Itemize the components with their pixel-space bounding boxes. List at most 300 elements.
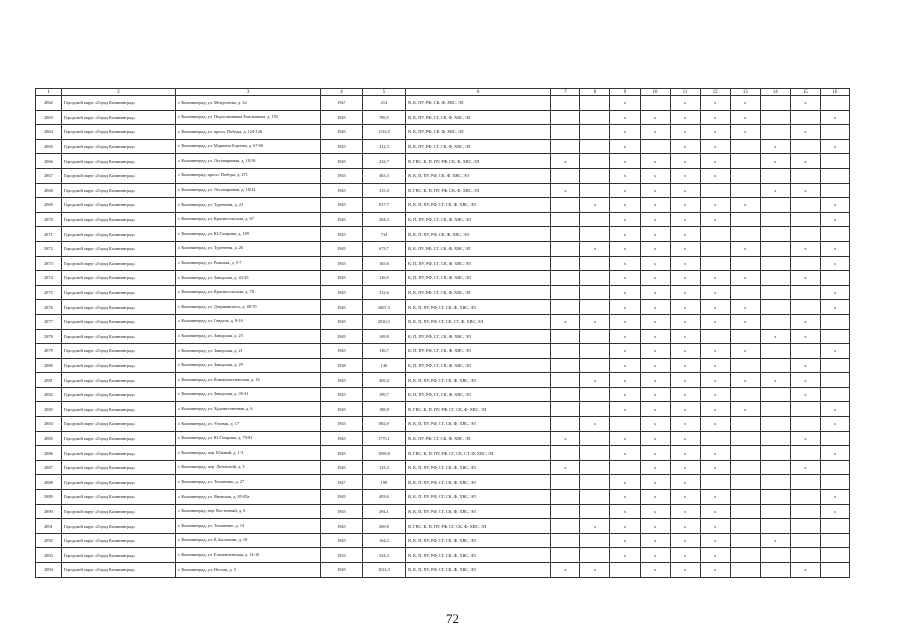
table-cell: х	[640, 431, 670, 446]
table-cell: х	[640, 183, 670, 198]
table-cell	[640, 139, 670, 154]
table-cell	[730, 417, 760, 432]
table-cell: Городской округ «Город Калининград»	[61, 154, 175, 169]
table-cell: х	[730, 344, 760, 359]
table-cell: х	[820, 300, 849, 315]
table-row	[36, 256, 850, 271]
table-cell: Городской округ «Город Калининград»	[61, 519, 175, 534]
table-cell	[790, 533, 820, 548]
column-number-14: 14	[760, 89, 790, 96]
table-cell: х	[820, 490, 849, 505]
table-row	[36, 475, 850, 490]
table-cell	[551, 96, 580, 111]
table-cell: х	[790, 563, 820, 578]
table-cell: х	[760, 183, 790, 198]
table-cell: х	[700, 563, 730, 578]
table-cell: х	[640, 212, 670, 227]
table-cell: 1945	[321, 198, 362, 213]
table-cell: х	[610, 139, 640, 154]
table-cell	[820, 533, 849, 548]
table-cell	[790, 490, 820, 505]
table-cell	[580, 227, 610, 242]
table-cell: г. Калининград, ул. Маршала Борзова, д. 67-69	[175, 139, 320, 154]
table-cell	[730, 256, 760, 271]
table-cell	[580, 490, 610, 505]
table-cell	[760, 417, 790, 432]
table-cell: 1945	[321, 344, 362, 359]
table-cell	[820, 154, 849, 169]
table-cell	[580, 329, 610, 344]
table-cell: Городской округ «Город Калининград»	[61, 446, 175, 461]
table-cell: х	[640, 168, 670, 183]
table-cell: х	[610, 431, 640, 446]
table-cell: 2887	[36, 460, 62, 475]
column-number-12: 12	[700, 89, 730, 96]
table-cell: В, К, ПУ, РФ, СГ, СК, Ф, ХВС, ЭЛ	[406, 110, 551, 125]
table-cell	[700, 241, 730, 256]
table-cell	[760, 110, 790, 125]
table-cell	[580, 271, 610, 286]
table-cell	[580, 475, 610, 490]
table-cell: х	[700, 314, 730, 329]
table-cell: х	[700, 96, 730, 111]
table-cell: х	[700, 139, 730, 154]
table-cell: х	[670, 285, 700, 300]
table-cell: 2869	[36, 198, 62, 213]
table-cell: г. Калининград, ул. Тургенева, д. 26	[175, 241, 320, 256]
table-cell	[700, 227, 730, 242]
table-cell: х	[640, 358, 670, 373]
table-cell	[760, 241, 790, 256]
table-cell	[551, 475, 580, 490]
table-cell: х	[730, 125, 760, 140]
table-cell: х	[820, 402, 849, 417]
table-cell: х	[670, 431, 700, 446]
table-cell: х	[580, 314, 610, 329]
table-cell: х	[670, 475, 700, 490]
table-cell: х	[670, 198, 700, 213]
table-cell: К, П, ПУ, РФ, СГ, СК, Ф, ХВС, ЭЛ	[406, 329, 551, 344]
table-cell	[580, 387, 610, 402]
table-cell: х	[610, 154, 640, 169]
table-cell: 2886	[36, 446, 62, 461]
table-cell	[790, 300, 820, 315]
table-cell: х	[640, 504, 670, 519]
table-cell: х	[610, 212, 640, 227]
table-cell: В, К, ПУ, РФ, СГ, СК, Ф, ХВС, ЭЛ	[406, 431, 551, 446]
table-cell: 2872	[36, 241, 62, 256]
table-row	[36, 139, 850, 154]
table-cell: В, К, ПУ, РФ, СК, Ф, ХВС, ЭЛ	[406, 125, 551, 140]
table-cell: х	[580, 519, 610, 534]
table-cell	[551, 329, 580, 344]
table-cell: х	[790, 125, 820, 140]
table-row	[36, 417, 850, 432]
table-cell	[820, 519, 849, 534]
table-cell: Городской округ «Город Калининград»	[61, 139, 175, 154]
table-cell: К, П, ПУ, РФ, СГ, СК, Ф, ХВС, ЭЛ	[406, 256, 551, 271]
table-cell: х	[700, 285, 730, 300]
table-cell: х	[640, 475, 670, 490]
table-cell: х	[610, 256, 640, 271]
table-cell: Городской округ «Город Калининград»	[61, 198, 175, 213]
table-cell	[730, 183, 760, 198]
table-cell: В, ГВС, К, П, ПУ, РФ, СК, Ф, ХВС, ЭЛ	[406, 183, 551, 198]
table-cell: Городской округ «Город Калининград»	[61, 314, 175, 329]
table-cell	[551, 212, 580, 227]
table-cell: х	[640, 548, 670, 563]
header-row	[36, 89, 850, 96]
table-cell	[580, 460, 610, 475]
table-cell: х	[700, 154, 730, 169]
table-cell: х	[790, 329, 820, 344]
table-cell: х	[820, 139, 849, 154]
table-cell	[551, 285, 580, 300]
table-cell: х	[610, 358, 640, 373]
table-cell	[760, 227, 790, 242]
table-cell: 1945	[321, 460, 362, 475]
table-cell: х	[760, 373, 790, 388]
table-row	[36, 548, 850, 563]
table-row	[36, 460, 850, 475]
table-cell	[610, 417, 640, 432]
table-cell: 1775,1	[362, 431, 406, 446]
table-cell: х	[640, 125, 670, 140]
table-cell: х	[700, 387, 730, 402]
table-cell	[551, 519, 580, 534]
table-cell: х	[610, 314, 640, 329]
housing-register-table	[35, 88, 850, 578]
table-cell: г. Калининград, ул. Тихоненко, д. 27	[175, 475, 320, 490]
table-cell: 2884	[36, 417, 62, 432]
table-cell: г. Калининград, ул. Художественная, д. 6	[175, 402, 320, 417]
table-cell	[730, 431, 760, 446]
table-cell	[760, 198, 790, 213]
table-cell	[820, 183, 849, 198]
table-cell: х	[670, 241, 700, 256]
table-row	[36, 241, 850, 256]
table-cell: К, П, ПУ, РФ, СГ, СК, Ф, ХВС, ЭЛ	[406, 271, 551, 286]
table-cell: 2878	[36, 329, 62, 344]
table-cell: х	[610, 300, 640, 315]
table-cell: 2894	[36, 563, 62, 578]
table-cell: х	[700, 373, 730, 388]
table-cell: 2868	[36, 183, 62, 198]
table-cell: 2870	[36, 212, 62, 227]
table-cell: х	[790, 431, 820, 446]
table-cell: х	[820, 285, 849, 300]
table-cell	[610, 563, 640, 578]
table-cell: г. Калининград, ул. Рижская, д. 5-7	[175, 256, 320, 271]
table-cell: 1133,5	[362, 125, 406, 140]
table-cell: 1099,8	[362, 446, 406, 461]
table-cell: х	[670, 168, 700, 183]
table-cell: г. Калининград, ул. Тихоненко, д. 14	[175, 519, 320, 534]
table-cell: 405,4	[362, 373, 406, 388]
table-cell	[610, 460, 640, 475]
column-number-11: 11	[670, 89, 700, 96]
table-cell: В, К, П, ПУ, РФ, СГ, СК, Ф, ХВС, ЭЛ	[406, 504, 551, 519]
table-cell: х	[670, 344, 700, 359]
table-row	[36, 387, 850, 402]
table-cell: Городской округ «Город Калининград»	[61, 475, 175, 490]
table-cell	[730, 168, 760, 183]
column-number-16: 16	[820, 89, 849, 96]
table-cell	[551, 402, 580, 417]
table-cell: х	[790, 271, 820, 286]
table-cell: 312,6	[362, 285, 406, 300]
table-cell	[580, 548, 610, 563]
table-cell: 233,7	[362, 154, 406, 169]
column-number-13: 13	[730, 89, 760, 96]
table-cell: г. Калининград, ул. Лесопарковая, д. 10/16	[175, 154, 320, 169]
table-cell	[551, 417, 580, 432]
table-cell: 1945	[321, 329, 362, 344]
table-cell: Городской округ «Город Калининград»	[61, 344, 175, 359]
table-cell: х	[610, 271, 640, 286]
table-cell: 198	[362, 475, 406, 490]
table-cell: Городской округ «Город Калининград»	[61, 271, 175, 286]
table-cell	[551, 446, 580, 461]
table-cell: х	[640, 198, 670, 213]
table-cell	[820, 431, 849, 446]
table-cell: х	[670, 300, 700, 315]
table-cell: х	[580, 563, 610, 578]
table-cell: х	[610, 490, 640, 505]
table-cell	[820, 314, 849, 329]
table-cell: х	[820, 446, 849, 461]
table-cell	[551, 110, 580, 125]
table-cell: х	[610, 241, 640, 256]
table-cell: х	[790, 387, 820, 402]
table-cell: х	[760, 154, 790, 169]
table-cell: 1945	[321, 314, 362, 329]
table-cell: г. Калининград, пер. Южный, д. 1-3	[175, 446, 320, 461]
table-cell: Городской округ «Город Калининград»	[61, 125, 175, 140]
column-number-10: 10	[640, 89, 670, 96]
table-cell	[580, 285, 610, 300]
column-number-5: 5	[362, 89, 406, 96]
table-cell: х	[670, 314, 700, 329]
table-cell	[760, 96, 790, 111]
table-row	[36, 96, 850, 111]
table-cell: 817,7	[362, 198, 406, 213]
table-cell: х	[670, 563, 700, 578]
table-cell: г. Калининград, ул. Заводская, д. 21	[175, 344, 320, 359]
table-cell: х	[640, 227, 670, 242]
table-cell: х	[640, 373, 670, 388]
table-cell: Городской округ «Город Калининград»	[61, 96, 175, 111]
table-cell: г. Калининград, ул. Гендеся, д. 8-16	[175, 314, 320, 329]
table-cell: х	[670, 212, 700, 227]
table-cell	[580, 96, 610, 111]
table-cell: г. Калининград, ул. Елизаветинская, д. 14-16	[175, 548, 320, 563]
table-cell	[551, 227, 580, 242]
table-cell: х	[700, 125, 730, 140]
table-cell: Городской округ «Город Калининград»	[61, 227, 175, 242]
table-cell: 1945	[321, 271, 362, 286]
table-cell	[730, 358, 760, 373]
table-cell: х	[700, 198, 730, 213]
table-cell	[580, 125, 610, 140]
table-cell: г. Калининград, ул. Ю.Гагарина, д. 109	[175, 227, 320, 242]
table-cell: 882,9	[362, 417, 406, 432]
table-cell	[730, 139, 760, 154]
table-cell: х	[760, 139, 790, 154]
table-cell: х	[790, 373, 820, 388]
table-cell	[551, 344, 580, 359]
table-cell: 169,8	[362, 329, 406, 344]
table-cell: х	[700, 212, 730, 227]
table-cell: х	[790, 96, 820, 111]
table-cell: 2874	[36, 271, 62, 286]
table-cell: 1945	[321, 227, 362, 242]
table-cell: 1945	[321, 387, 362, 402]
table-cell: х	[670, 490, 700, 505]
column-number-15: 15	[790, 89, 820, 96]
table-cell: В, К, П, ПУ, РФ, СГ, СК, Ф, ХВС, ЭЛ	[406, 460, 551, 475]
table-cell: г. Калининград, ул. просп. Победы, д. 124-126	[175, 125, 320, 140]
table-cell: 1933	[321, 548, 362, 563]
table-cell	[551, 504, 580, 519]
table-cell: х	[640, 329, 670, 344]
table-cell: 2890	[36, 504, 62, 519]
table-cell: 2873	[36, 256, 62, 271]
table-cell: 1945	[321, 417, 362, 432]
table-row	[36, 183, 850, 198]
table-cell	[760, 548, 790, 563]
table-cell: 188,8	[362, 402, 406, 417]
table-cell: 1945	[321, 212, 362, 227]
table-cell: г. Калининград, ул. Красносельская, д. 78	[175, 285, 320, 300]
table-cell: г. Калининград, пер. Литовский, д. 3	[175, 460, 320, 475]
table-cell	[580, 402, 610, 417]
table-cell: г. Калининград, ул. Заводская, д. 39-41	[175, 387, 320, 402]
table-cell: 2882	[36, 387, 62, 402]
table-cell: х	[610, 110, 640, 125]
table-cell: В, К, П, ПУ, РФ, СГ, СК, Ф, ХВС, ЭЛ	[406, 533, 551, 548]
table-cell	[700, 475, 730, 490]
table-cell: Городской округ «Город Калининград»	[61, 241, 175, 256]
table-cell: х	[670, 96, 700, 111]
table-cell: х	[640, 490, 670, 505]
table-cell	[730, 490, 760, 505]
table-cell: 524,4	[362, 548, 406, 563]
table-cell: 2864	[36, 125, 62, 140]
table-cell	[700, 329, 730, 344]
table-cell: В, К, П, ПУ, РФ, СК, Ф, ХВС, ЭЛ	[406, 168, 551, 183]
table-cell: х	[551, 154, 580, 169]
table-cell	[551, 168, 580, 183]
table-cell: Городской округ «Город Калининград»	[61, 417, 175, 432]
table-cell	[760, 256, 790, 271]
table-cell	[760, 519, 790, 534]
table-cell: х	[790, 183, 820, 198]
table-cell: х	[640, 285, 670, 300]
table-cell: Городской округ «Город Калининград»	[61, 387, 175, 402]
table-cell	[640, 96, 670, 111]
table-cell: 269,8	[362, 519, 406, 534]
table-cell: х	[610, 446, 640, 461]
table-cell: х	[670, 460, 700, 475]
table-cell: х	[610, 504, 640, 519]
table-cell: х	[640, 110, 670, 125]
table-cell: Городской округ «Город Калининград»	[61, 460, 175, 475]
table-row	[36, 329, 850, 344]
table-cell: 204,3	[362, 212, 406, 227]
table-cell: х	[700, 300, 730, 315]
table-cell	[730, 227, 760, 242]
table-cell: х	[610, 519, 640, 534]
table-cell	[551, 300, 580, 315]
table-cell: 136,7	[362, 344, 406, 359]
table-cell	[580, 168, 610, 183]
column-number-4: 4	[321, 89, 362, 96]
table-cell: х	[670, 358, 700, 373]
table-cell: х	[640, 256, 670, 271]
table-cell: х	[730, 96, 760, 111]
table-cell: х	[730, 314, 760, 329]
table-cell: х	[700, 548, 730, 563]
table-cell: х	[700, 417, 730, 432]
table-cell: 2867	[36, 168, 62, 183]
table-cell	[760, 358, 790, 373]
table-cell	[760, 504, 790, 519]
table-cell: х	[670, 125, 700, 140]
table-cell: г. Калининград, ул. Заводская, д. 23	[175, 329, 320, 344]
document-table-region	[35, 88, 850, 578]
table-cell: х	[640, 460, 670, 475]
table-cell: 1945	[321, 446, 362, 461]
table-cell	[580, 212, 610, 227]
table-cell: 2892	[36, 533, 62, 548]
table-cell: 2883	[36, 402, 62, 417]
table-cell: х	[730, 402, 760, 417]
table-cell	[760, 460, 790, 475]
table-cell: 2889	[36, 490, 62, 505]
table-cell: 2865	[36, 139, 62, 154]
table-cell	[551, 490, 580, 505]
table-row	[36, 110, 850, 125]
table-cell: 2881	[36, 373, 62, 388]
table-cell	[790, 548, 820, 563]
table-cell: Городской округ «Город Калининград»	[61, 329, 175, 344]
table-cell: х	[640, 387, 670, 402]
table-cell: х	[760, 329, 790, 344]
table-cell: 1945	[321, 154, 362, 169]
table-cell: х	[670, 417, 700, 432]
table-cell: В, ГВС, К, П, ПУ, РФ, СГ, СК, Ф, ХВС, ЭЛ	[406, 402, 551, 417]
table-row	[36, 504, 850, 519]
table-cell	[790, 504, 820, 519]
table-cell: В, К, П, ПУ, РФ, СГ, СК, Ф, ХВС, ЭЛ	[406, 417, 551, 432]
table-cell: Городской округ «Город Калининград»	[61, 168, 175, 183]
table-cell: 2862	[36, 96, 62, 111]
column-number-1: 1	[36, 89, 62, 96]
table-cell: К, П, ПУ, РФ, СГ, СК, Ф, ХВС, ЭЛ	[406, 358, 551, 373]
table-cell	[820, 125, 849, 140]
table-cell: х	[820, 110, 849, 125]
table-cell: х	[670, 373, 700, 388]
table-cell: 2891	[36, 519, 62, 534]
table-row	[36, 373, 850, 388]
table-cell: В, К, ПУ, РФ, СГ, СК, Ф, ХВС, ЭЛ	[406, 241, 551, 256]
table-cell: 1945	[321, 256, 362, 271]
table-cell: 1945	[321, 183, 362, 198]
table-cell	[730, 154, 760, 169]
table-cell: х	[551, 314, 580, 329]
table-cell	[551, 387, 580, 402]
